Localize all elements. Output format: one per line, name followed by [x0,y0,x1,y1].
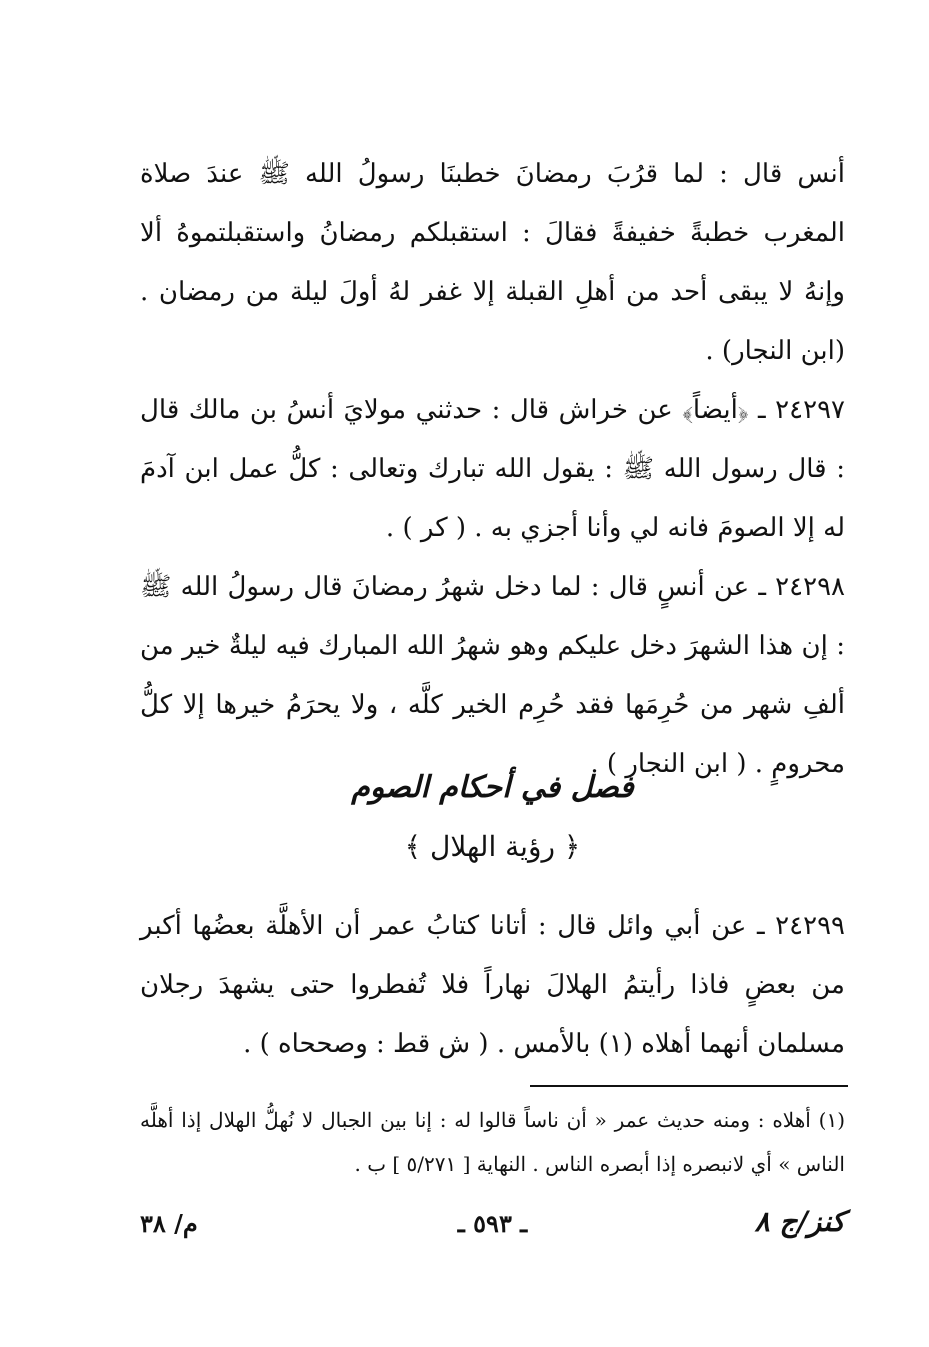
signature-mark: م/ ٣٨ [140,1209,198,1238]
paragraph-24297: ٢٤٢٩٧ ـ ﴿أيضاً﴾ عن خراش قال : حدثني مولايَ أنسُ بن مالك قال : قال رسول الله ﷺ : يقول الله تبارك وتعالى : كلُّ عمل ابن آدمَ له إلا الصومَ فانه لي وأنا أجزي به . ( كر ) . [140,395,845,543]
section-heading: فصل في أحكام الصوم [351,770,634,805]
body-text-top [140,145,845,794]
footnote-divider [530,1085,848,1087]
paragraph-24299: ٢٤٢٩٩ ـ عن أبي وائل قال : أتانا كتابُ عمر أن الأهلَّة بعضُها أكبر من بعضٍ فاذا رأيتمُ الهلالَ نهاراً فلا تُفطروا حتى يشهدَ رجلان مسلمان أنهما أهلاه (١) بالأمس . ( ش قط : وصححاه ) . [140,911,845,1059]
page-number: ـ ٥٩٣ ـ [457,1209,528,1238]
body-text-bottom [140,897,845,1074]
page-footer [140,1205,845,1245]
paragraph-continuation: أنس قال : لما قرُبَ رمضانَ خطبنَا رسولُ الله ﷺ عندَ صلاة المغرب خطبةً خفيفةً فقالَ : استقبلكم رمضانُ واستقبلتموهُ ألا وإنهُ لا يبقى أحد من أهلِ القبلة إلا غفر لهُ أولَ ليلة من رمضان . (ابن النجار) . [140,159,845,366]
paragraph-24298: ٢٤٢٩٨ ـ عن أنسٍ قال : لما دخل شهرُ رمضانَ قال رسولُ الله ﷺ : إن هذا الشهرَ دخل عليكم وهو شهرُ الله المبارك فيه ليلةٌ خير من ألفِ شهر من حُرِمَها فقد حُرِم الخير كلَّه ، ولا يحرَمُ خيرها إلا كلُّ محرومٍ . ( ابن النجار ) . [140,572,845,779]
volume-label: كنز/ج ٨ [754,1205,845,1238]
section-subheading: ﴿ رؤية الهلال ﴾ [404,830,581,863]
footnote: (١) أهلاه : ومنه حديث عمر « أن ناساً قالوا له : إنا بين الجبال لا نُهلُّ الهلال إذا أهلَّه الناس » أي لانبصره إذا أبصره الناس . النهاية [ ٥/٢٧١ ] ب . [140,1108,845,1176]
